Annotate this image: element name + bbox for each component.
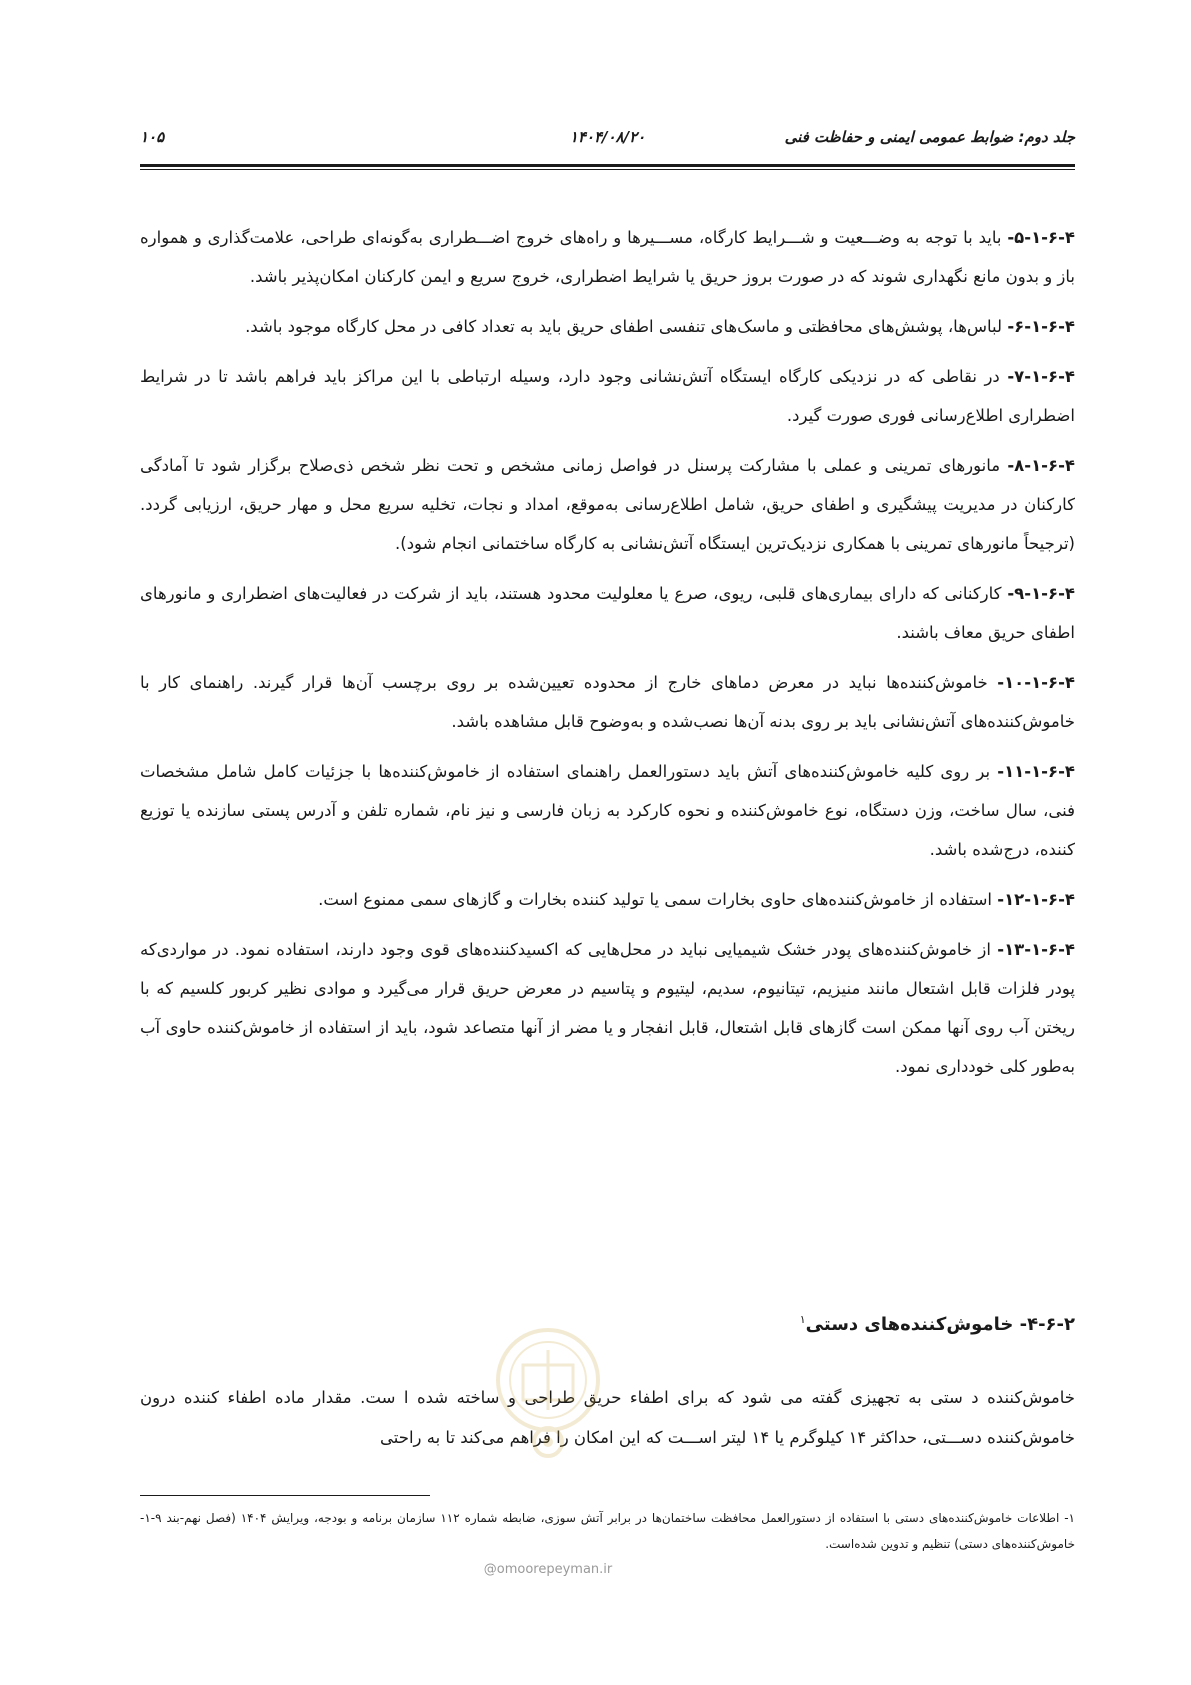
watermark-seal-icon	[488, 1320, 608, 1470]
paragraph	[140, 307, 1075, 346]
footnote: ۱- اطلاعات خاموش‌کننده‌های دستی با استفاده از دستورالعمل محافظت ساختمان‌ها در برابر آتش سوزی، ضابطه شماره ۱۱۲ سازمان برنامه و بودجه، ویرایش ۱۴۰۴ (فصل نهم-بند ۹-۱-خاموش‌کننده‌های دستی) تنظیم و تدوین شده‌است.	[140, 1511, 1075, 1551]
clause-text: باید با توجه به وضـــعیت و شـــرایط کارگاه، مســـیرها و راه‌های خروج اضـــطراری به‌گونه‌ای طراحی، علامت‌گذاری و همواره باز و بدون مانع نگهداری شوند که در صورت بروز حریق یا شرایط اضطراری، خروج سریع و ایمن کارکنان امکان‌پذیر باشد.	[140, 228, 1075, 286]
footnote-mark: ۱	[799, 1313, 806, 1326]
section-heading-text: ۴-۶-۲- خاموش‌کننده‌های دستی	[805, 1314, 1075, 1335]
header-title: جلد دوم: ضوابط عمومی ایمنی و حفاظت فنی	[784, 128, 1075, 146]
header-rule-thin	[140, 169, 1075, 170]
paragraph	[140, 574, 1075, 652]
clause-number: ۷-۱-۶-۴-	[1007, 367, 1075, 386]
section-heading	[800, 1313, 1075, 1335]
clause-number: ۶-۱-۶-۴-	[1007, 317, 1075, 336]
clause-text: مانورهای تمرینی و عملی با مشارکت پرسنل در فواصل زمانی مشخص و تحت نظر شخص ذی‌صلاح برگزار شود تا آمادگی کارکنان در مدیریت پیشگیری و اطفای حریق، شامل اطلاع‌رسانی به‌موقع، امداد و نجات، تخلیه سریع محل و مهار حریق، ارزیابی گردد. (ترجیحاً مانورهای تمرینی با همکاری نزدیک‌ترین ایستگاه آتش‌نشانی به کارگاه ساختمانی انجام شود).	[140, 456, 1075, 553]
watermark-text: @omoorepeyman.ir	[483, 1562, 613, 1577]
clause-number: ۹-۱-۶-۴-	[1007, 584, 1075, 603]
clause-text: خاموش‌کننده‌ها نباید در معرض دماهای خارج از محدوده تعیین‌شده بر روی برچسب آن‌ها قرار گیرند. راهنمای کار با خاموش‌کننده‌های آتش‌نشانی باید بر روی بدنه آن‌ها نصب‌شده و به‌وضوح قابل مشاهده باشد.	[140, 673, 1075, 731]
paragraph	[140, 663, 1075, 741]
header-date: ۱۴۰۴/۰۸/۲۰	[569, 128, 646, 146]
header-rule-thick	[140, 164, 1075, 167]
paragraph	[140, 930, 1075, 1086]
footnote-rule	[140, 1495, 430, 1496]
section-body: خاموش‌کننده د ستی به تجهیزی گفته می شود که برای اطفاء حریق طراحی و ساخته شده ا ست. مقدار ماده اطفاء کننده درون خاموش‌کننده دســـتی، حداکثر ۱۴ کیلوگرم یا ۱۴ لیتر اســـت که این امکان را فراهم می‌کند تا به راحتی	[140, 1388, 1075, 1447]
clause-text: لباس‌ها، پوشش‌های محافظتی و ماسک‌های تنفسی اطفای حریق باید به تعداد کافی در محل کارگاه موجود باشد.	[245, 317, 1008, 336]
clause-text: بر روی کلیه خاموش‌کننده‌های آتش باید دستورالعمل راهنمای استفاده از خاموش‌کننده‌ها با جزئیات کامل شامل مشخصات فنی، سال ساخت، وزن دستگاه، نوع خاموش‌کننده و نحوه کارکرد به زبان فارسی و نیز نام، شماره تلفن و آدرس پستی سازنده یا توزیع کننده، درج‌شده باشد.	[140, 762, 1075, 859]
clause-number: ۱۳-۱-۶-۴-	[997, 940, 1075, 959]
paragraph	[140, 357, 1075, 435]
clause-text: استفاده از خاموش‌کننده‌های حاوی بخارات سمی یا تولید کننده بخارات و گازهای سمی ممنوع است.	[318, 890, 998, 909]
clause-number: ۸-۱-۶-۴-	[1007, 456, 1075, 475]
clause-text: کارکنانی که دارای بیماری‌های قلبی، ریوی، صرع یا معلولیت محدود هستند، باید از شرکت در فعالیت‌های اضطراری و مانورهای اطفای حریق معاف باشند.	[140, 584, 1075, 642]
paragraph	[140, 880, 1075, 919]
clause-number: ۱۱-۱-۶-۴-	[997, 762, 1075, 781]
clause-text: در نقاطی که در نزدیکی کارگاه ایستگاه آتش‌نشانی وجود دارد، وسیله ارتباطی با این مراکز باید فراهم باشد تا در شرایط اضطراری اطلاع‌رسانی فوری صورت گیرد.	[140, 367, 1075, 425]
main-content	[140, 218, 1075, 1097]
page-number: ۱۰۵	[140, 128, 165, 146]
clause-number: ۱۰-۱-۶-۴-	[997, 673, 1075, 692]
paragraph	[140, 218, 1075, 296]
paragraph	[140, 446, 1075, 563]
clause-text: از خاموش‌کننده‌های پودر خشک شیمیایی نباید در محل‌هایی که اکسیدکننده‌های قوی وجود دارند، استفاده نمود. در مواردی‌که پودر فلزات قابل اشتعال مانند منیزیم، تیتانیوم، سدیم، لیتیوم و پتاسیم در معرض حریق قرار می‌گیرد و موادی نظیر کربور کلسیم که با ریختن آب روی آنها ممکن است گازهای قابل اشتعال، قابل انفجار و یا مضر از آنها متصاعد شود، باید از استفاده از خاموش‌کننده حاوی آب به‌طور کلی خودداری نمود.	[140, 940, 1075, 1076]
clause-number: ۱۲-۱-۶-۴-	[997, 890, 1075, 909]
clause-number: ۵-۱-۶-۴-	[1007, 228, 1075, 247]
paragraph	[140, 752, 1075, 869]
page-header	[140, 128, 1075, 158]
